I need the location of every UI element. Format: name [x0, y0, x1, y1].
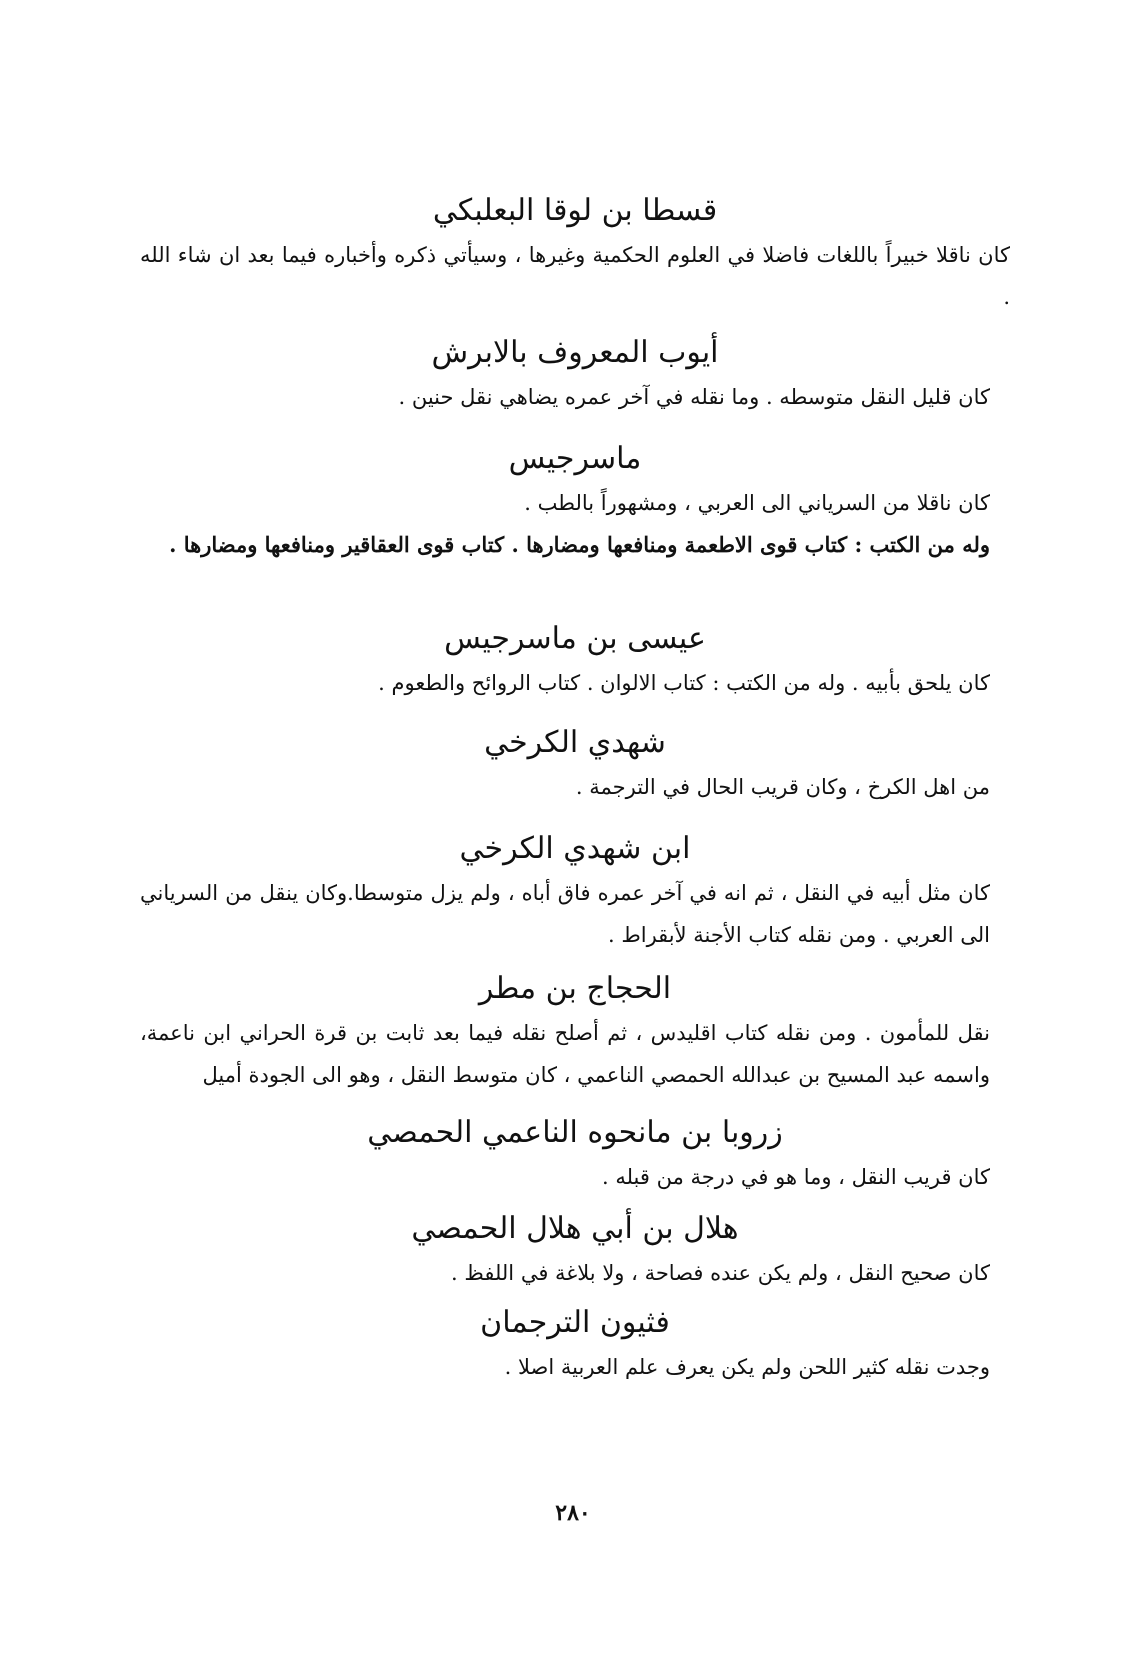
entry-text: كان يلحق بأبيه . وله من الكتب : كتاب الالوان . كتاب الروائح والطعوم .: [378, 671, 990, 695]
page-number: ٢٨٠: [555, 1500, 591, 1526]
entry-text-books: وله من الكتب : كتاب قوى الاطعمة ومنافعها ومضارها . كتاب قوى العقاقير ومنافعها ومضارها .: [169, 532, 990, 557]
entry-heading: شهدي الكرخي: [484, 725, 666, 760]
entry-ayyub-al-abrash: [140, 330, 1010, 418]
entry-heading: عيسى بن ماسرجيس: [444, 621, 706, 656]
entry-text: كان قليل النقل متوسطه . وما نقله في آخر عمره يضاهي نقل حنين .: [398, 385, 990, 409]
entry-text: كان مثل أبيه في النقل ، ثم انه في آخر عمره فاق أباه ، ولم يزل متوسطا.وكان ينقل من السرياني الى العربي . ومن نقله كتاب الأجنة لأبقراط .: [140, 881, 990, 947]
entry-heading: هلال بن أبي هلال الحمصي: [411, 1211, 739, 1246]
entry-fathyun-al-turjuman: [140, 1300, 1010, 1388]
entry-text: كان ناقلا من السرياني الى العربي ، ومشهوراً بالطب .: [524, 491, 990, 515]
entry-hilal-ibn-abi-hilal: [140, 1206, 1010, 1294]
entry-text: وجدت نقله كثير اللحن ولم يكن يعرف علم العربية اصلا .: [504, 1355, 990, 1379]
entry-heading: ابن شهدي الكرخي: [459, 831, 691, 866]
entry-shahdi-al-karkhi: [140, 720, 1010, 808]
entry-heading: أيوب المعروف بالابرش: [431, 335, 719, 370]
entry-ibn-shahdi-al-karkhi: [140, 826, 1010, 956]
entry-zaruba-ibn-manhuh: [140, 1110, 1010, 1198]
entry-text: من اهل الكرخ ، وكان قريب الحال في الترجمة .: [575, 775, 990, 799]
entry-heading: زروبا بن مانحوه الناعمي الحمصي: [367, 1115, 783, 1150]
entry-isa-ibn-masarjis: [140, 616, 1010, 704]
entry-text: نقل للمأمون . ومن نقله كتاب اقليدس ، ثم أصلح نقله فيما بعد ثابت بن قرة الحراني ابن ناعمة، واسمه عبد المسيح بن عبدالله الحمصي الناعمي ، كان متوسط النقل ، وهو الى الجودة أميل: [140, 1021, 990, 1087]
entry-qusta-ibn-luqa: [140, 188, 1010, 318]
entry-masarjis: [140, 436, 1010, 566]
entry-heading: قسطا بن لوقا البعلبكي: [432, 193, 718, 228]
entry-heading: الحجاج بن مطر: [478, 971, 672, 1006]
entry-text: كان ناقلا خبيراً باللغات فاضلا في العلوم الحكمية وغيرها ، وسيأتي ذكره وأخباره فيما بعد ان شاء الله .: [140, 243, 1010, 309]
entry-al-hajjaj-ibn-matar: [140, 966, 1010, 1096]
entry-text: كان قريب النقل ، وما هو في درجة من قبله .: [601, 1165, 990, 1189]
entry-text: كان صحيح النقل ، ولم يكن عنده فصاحة ، ولا بلاغة في اللفظ .: [451, 1261, 990, 1285]
entry-heading: فثيون الترجمان: [480, 1305, 670, 1340]
entry-heading: ماسرجيس: [508, 441, 642, 476]
